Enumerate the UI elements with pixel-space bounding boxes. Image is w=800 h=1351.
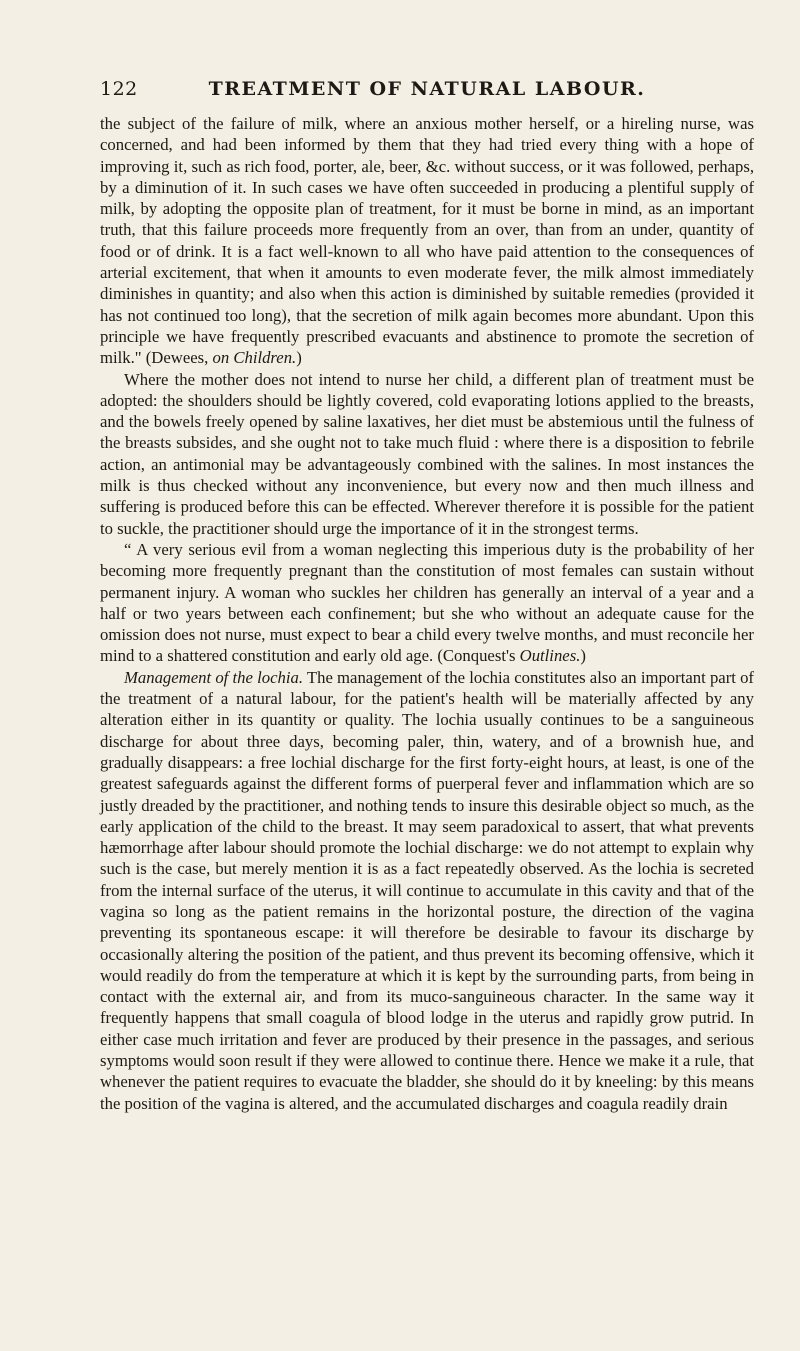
- paragraph-text: ): [296, 348, 302, 368]
- running-head: TREATMENT OF NATURAL LABOUR.: [208, 78, 646, 100]
- body-text: [100, 113, 754, 1114]
- section-heading: Management of the lochia.: [124, 667, 303, 687]
- paragraph: [100, 113, 754, 369]
- paragraph: [100, 667, 754, 1114]
- paragraph-text: The management of the lochia constitutes also an important part of the treatment of a natural labour, for the patient's health will be materially affected by any alteration either in its quantity or quality. The lochia usually continues to be a sanguineous discharge for about three days, becoming paler, thin, watery, and of a brownish hue, and gradually disappears: a free lochial discharge for the first forty-eight hours, at least, is one of the greatest safeguards against the different forms of puerperal fever and inflammation which are so justly dreaded by the practitioner, and nothing tends to insure this desirable object so much, as the early application of the child to the breast. It may seem paradoxical to assert, that what prevents hæmorrhage after labour should promote the lochial discharge: we do not attempt to explain why such is the case, but merely mention it is as a fact repeatedly observed. As the lochia is secreted from the internal surface of the uterus, it will continue to accumulate in this cavity and that of the vagina so long as the patient remains in the horizontal posture, the direction of the vagina preventing its spontaneous escape: it will therefore be desirable to favour its discharge by occasionally altering the position of the patient, and thus prevent its becoming offensive, which it would readily do from the temperature at which it is kept by the surrounding parts, from being in contact with the external air, and from its muco-sanguineous character. In the same way it frequently happens that small coagula of blood lodge in the uterus and rapidly grow putrid. In either case much irritation and fever are produced by their presence in the passages, and serious symptoms would soon result if they were allowed to continue there. Hence we make it a rule, that whenever the patient requires to evacuate the bladder, she should do it by kneeling: by this means the position of the vagina is altered, and the accumulated discharges and coagula readily drain: [100, 667, 754, 1113]
- citation-title: on Children.: [212, 348, 297, 368]
- paragraph-text: “ A very serious evil from a woman neglecting this imperious duty is the probability of her becoming more frequently pregnant than the constitution of most females can sustain without permanent injury. A woman who suckles her children has generally an interval of a year and a half or two years between each confinement; but she who without an adequate cause for the omission does not nurse, must expect to bear a child every twelve months, and must reconcile her mind to a shattered constitution and early old age. (Conquest's: [100, 539, 754, 666]
- citation-title: Outlines.: [519, 646, 581, 666]
- page-header: [100, 78, 754, 108]
- page-number: 122: [100, 78, 138, 100]
- paragraph: [100, 539, 754, 667]
- paragraph-text: ): [580, 646, 586, 666]
- paragraph: Where the mother does not intend to nurse her child, a different plan of treatment must be adopted: the shoulders should be lightly covered, cold evaporating lotions applied to the breasts, and the bowels freely opened by saline laxatives, her diet must be abstemious until the fulness of the breasts subsides, and she ought not to take much fluid : where there is a disposition to febrile action, an antimonial may be advantageously combined with the salines. In most instances the milk is thus checked without any inconvenience, but every now and then much illness and suffering is produced before this can be effected. Wherever therefore it is possible for the patient to suckle, the practitioner should urge the importance of it in the strongest terms.: [100, 369, 754, 538]
- paragraph-text: the subject of the failure of milk, where an anxious mother herself, or a hireling nurse, was concerned, and had been informed by them that they had tried every thing with a hope of improving it, such as rich food, porter, ale, beer, &c. without success, or it was followed, perhaps, by a diminution of it. In such cases we have often succeeded in producing a plentiful supply of milk, by adopting the opposite plan of treatment, for it must be borne in mind, as an important truth, that this failure proceeds more frequently from an over, than from an under, quantity of food or of drink. It is a fact well-known to all who have paid attention to the consequences of arterial excitement, that when it amounts to even moderate fever, the milk almost immediately diminishes in quantity; and also when this action is diminished by suitable remedies (provided it has not continued too long), that the secretion of milk again becomes more abundant. Upon this principle we have frequently prescribed evacuants and abstinence to promote the secretion of milk." (Dewees,: [100, 114, 754, 368]
